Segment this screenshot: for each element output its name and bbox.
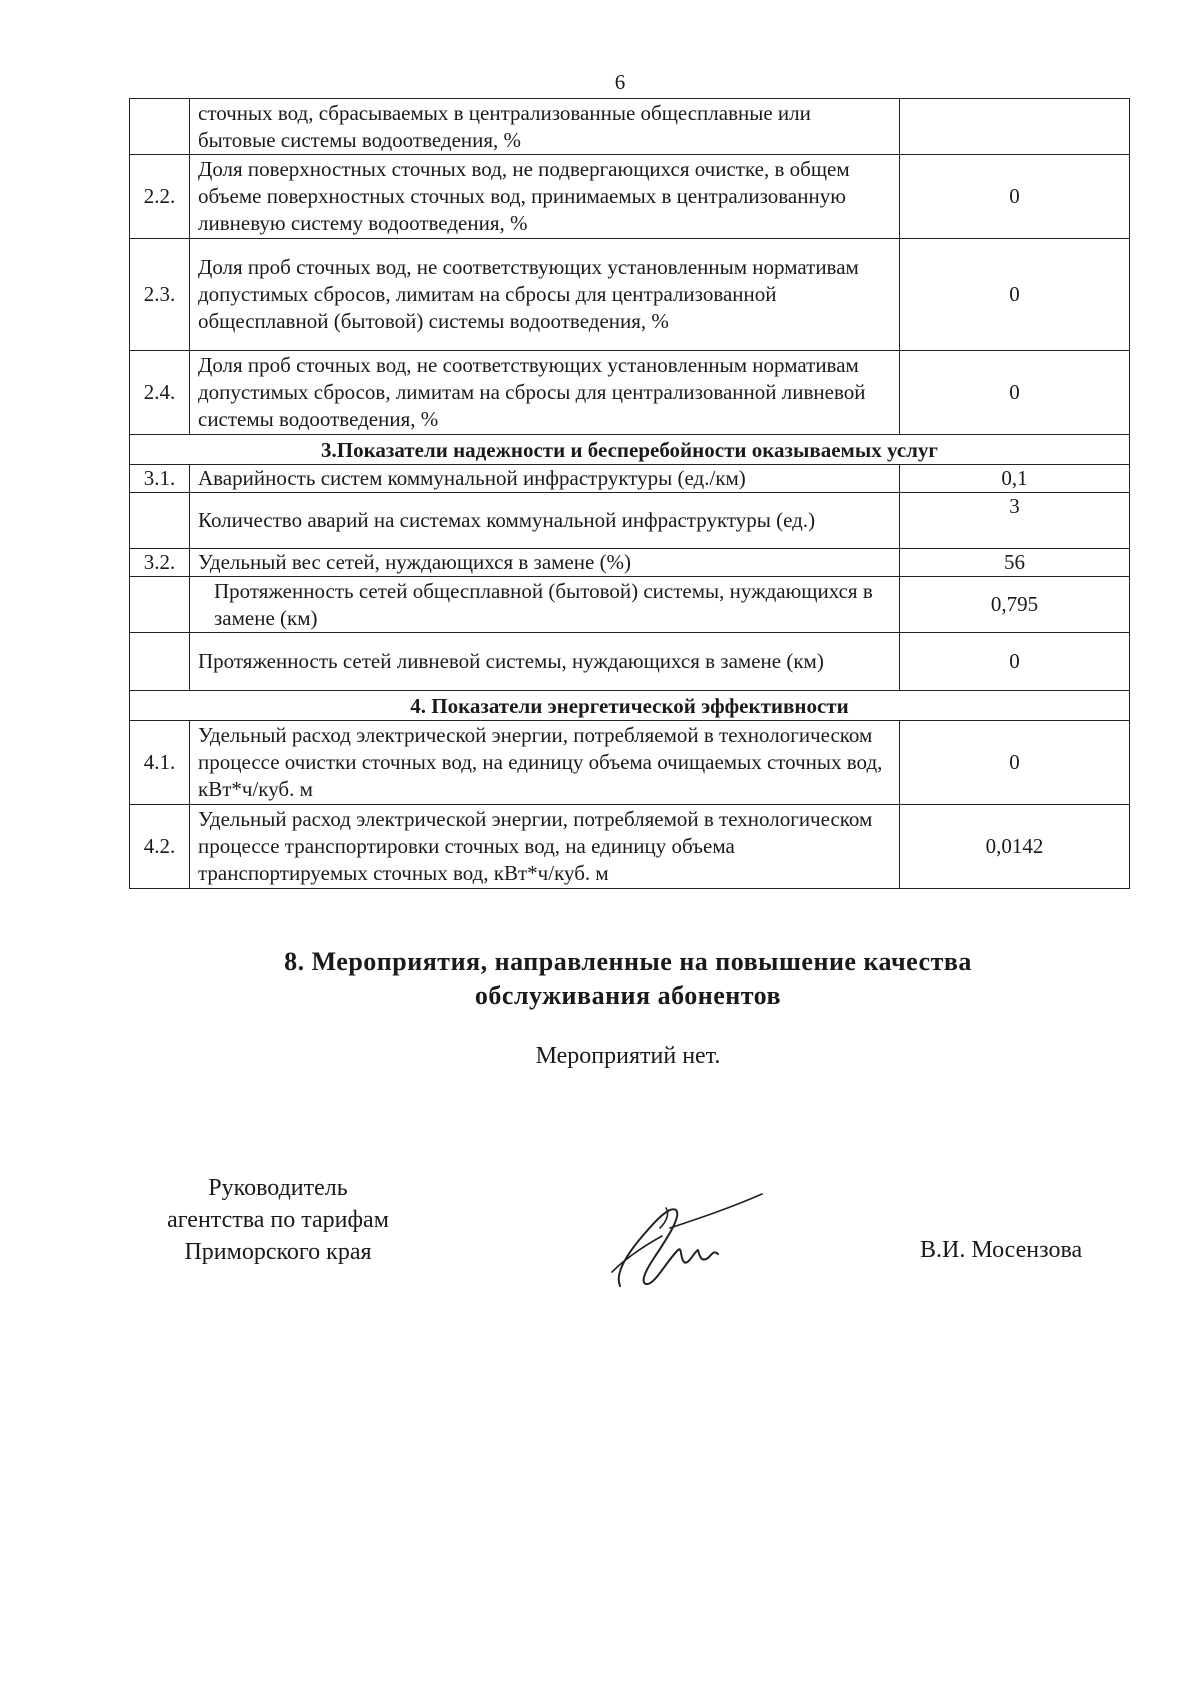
table-row	[130, 577, 1130, 633]
row-number: 2.3.	[130, 239, 190, 351]
table-row	[130, 351, 1130, 435]
section-4-header: 4. Показатели энергетической эффективности	[130, 691, 1130, 721]
row-number: 4.1.	[130, 721, 190, 805]
row-number	[130, 493, 190, 549]
indicator-text: Удельный вес сетей, нуждающихся в замене (%)	[190, 549, 900, 577]
table-row	[130, 155, 1130, 239]
indicator-text: Протяженность сетей общесплавной (бытовой) системы, нуждающихся в замене (км)	[190, 577, 900, 633]
row-number: 3.2.	[130, 549, 190, 577]
indicator-value: 3	[900, 493, 1130, 549]
section-row	[130, 691, 1130, 721]
handwritten-signature	[600, 1188, 770, 1303]
table-row	[130, 549, 1130, 577]
page-number: 6	[614, 70, 626, 94]
row-number: 4.2.	[130, 805, 190, 889]
indicator-value: 56	[900, 549, 1130, 577]
indicator-text: Доля поверхностных сточных вод, не подвергающихся очистке, в общем объеме поверхностных сточных вод, принимаемых в централизованную ливневую систему водоотведения, %	[190, 155, 900, 239]
signer-position-line1: Руководитель	[208, 1175, 348, 1201]
indicator-value: 0	[900, 351, 1130, 435]
table-row	[130, 633, 1130, 691]
signer-position	[128, 1172, 428, 1268]
indicator-value: 0,795	[900, 577, 1130, 633]
measures-heading	[0, 945, 1200, 1013]
indicator-value: 0	[900, 155, 1130, 239]
signer-name: В.И. Мосензова	[920, 1237, 1083, 1263]
indicator-text: Количество аварий на системах коммунальной инфраструктуры (ед.)	[190, 493, 900, 549]
row-number: 2.4.	[130, 351, 190, 435]
indicator-value: 0	[900, 239, 1130, 351]
table-row	[130, 721, 1130, 805]
measures-heading-line1: 8. Мероприятия, направленные на повышение качества	[284, 947, 972, 976]
indicator-value	[900, 99, 1130, 155]
indicator-value: 0	[900, 721, 1130, 805]
signer-position-line2: агентства по тарифам	[167, 1207, 389, 1233]
indicators-table	[129, 98, 1130, 889]
row-number	[130, 577, 190, 633]
table-row	[130, 239, 1130, 351]
indicator-text: сточных вод, сбрасываемых в централизованные общесплавные или бытовые системы водоотведения, %	[190, 99, 900, 155]
indicator-text: Доля проб сточных вод, не соответствующих установленным нормативам допустимых сбросов, лимитам на сбросы для централизованной ливневой системы водоотведения, %	[190, 351, 900, 435]
row-number: 3.1.	[130, 465, 190, 493]
indicator-text: Удельный расход электрической энергии, потребляемой в технологическом процессе транспортировки сточных вод, на единицу объема транспортируемых сточных вод, кВт*ч/куб. м	[190, 805, 900, 889]
indicator-text: Протяженность сетей ливневой системы, нуждающихся в замене (км)	[190, 633, 900, 691]
indicator-value: 0,0142	[900, 805, 1130, 889]
section-row	[130, 435, 1130, 465]
measures-text: Мероприятий нет.	[535, 1043, 721, 1069]
indicator-text: Доля проб сточных вод, не соответствующих установленным нормативам допустимых сбросов, лимитам на сбросы для централизованной общесплавной (бытовой) системы водоотведения, %	[190, 239, 900, 351]
row-number	[130, 99, 190, 155]
table-row	[130, 465, 1130, 493]
section-3-header: 3.Показатели надежности и бесперебойности оказываемых услуг	[130, 435, 1130, 465]
indicator-value: 0	[900, 633, 1130, 691]
indicator-text: Удельный расход электрической энергии, потребляемой в технологическом процессе очистки сточных вод, на единицу объема очищаемых сточных вод, кВт*ч/куб. м	[190, 721, 900, 805]
row-number	[130, 633, 190, 691]
measures-heading-line2: обслуживания абонентов	[474, 981, 782, 1010]
indicator-text: Аварийность систем коммунальной инфраструктуры (ед./км)	[190, 465, 900, 493]
table-row	[130, 493, 1130, 549]
signer-position-line3: Приморского края	[184, 1239, 372, 1265]
indicator-value: 0,1	[900, 465, 1130, 493]
row-number: 2.2.	[130, 155, 190, 239]
table-row	[130, 805, 1130, 889]
table-row	[130, 99, 1130, 155]
